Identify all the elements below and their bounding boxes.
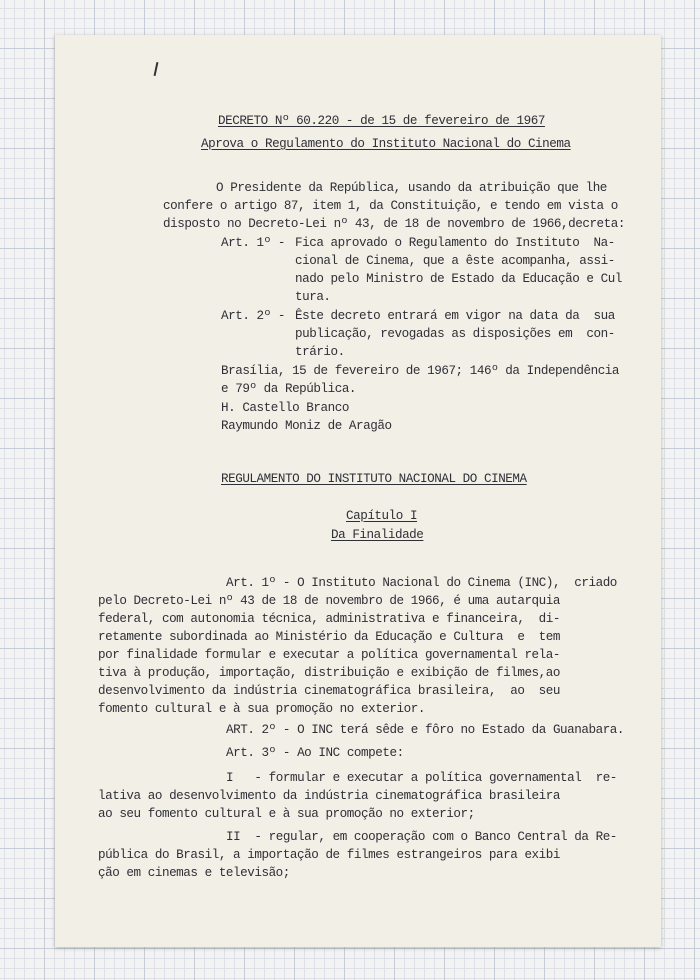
chapter-title: Capítulo I (346, 509, 418, 523)
item-i-line: ao seu fomento cultural e à sua promoção no exterior; (98, 807, 475, 821)
reg-article-2: ART. 2º - O INC terá sêde e fôro no Estado da Guanabara. (226, 723, 625, 737)
closing-line: Brasília, 15 de fevereiro de 1967; 146º da Independência (221, 364, 620, 378)
decree-article-line: nado pelo Ministro de Estado da Educação e Cul (295, 272, 622, 286)
item-ii-line: pública do Brasil, a importação de filmes estrangeiros para exibi (98, 848, 560, 862)
decree-article-line: trário. (295, 345, 345, 359)
reg-article-1-line: Art. 1º - O Instituto Nacional do Cinema (INC), criado (226, 576, 617, 590)
reg-article-1-line: desenvolvimento da indústria cinematográfica brasileira, ao seu (98, 684, 560, 698)
reg-article-1-line: pelo Decreto-Lei nº 43 de 18 de novembro de 1966, é uma autarquia (98, 594, 560, 608)
signature: H. Castello Branco (221, 401, 349, 415)
closing-line: e 79º da República. (221, 382, 357, 396)
pen-mark (154, 62, 159, 76)
reg-article-1-line: retamente subordinada ao Ministério da Educação e Cultura e tem (98, 630, 560, 644)
preamble-line: disposto no Decreto-Lei nº 43, de 18 de novembro de 1966,decreta: (163, 217, 625, 231)
decree-article-label: Art. 2º - (221, 309, 285, 323)
item-i-line: lativa ao desenvolvimento da indústria cinematográfica brasileira (98, 789, 560, 803)
document-page (55, 35, 661, 947)
reg-article-1-line: tiva à produção, importação, distribuição e exibição de filmes,ao (98, 666, 560, 680)
signature: Raymundo Moniz de Aragão (221, 419, 392, 433)
decree-article-line: Êste decreto entrará em vigor na data da sua (295, 309, 615, 323)
decree-article-line: tura. (295, 290, 331, 304)
chapter-subtitle: Da Finalidade (331, 528, 424, 542)
reg-article-3: Art. 3º - Ao INC compete: (226, 746, 404, 760)
decree-article-line: Fica aprovado o Regulamento do Instituto Na- (295, 236, 615, 250)
decree-subtitle: Aprova o Regulamento do Instituto Nacional do Cinema (201, 137, 571, 151)
reg-article-1-line: por finalidade formular e executar a política governamental rela- (98, 648, 560, 662)
decree-title: DECRETO Nº 60.220 - de 15 de fevereiro de 1967 (218, 114, 545, 128)
decree-article-line: publicação, revogadas as disposições em con- (295, 327, 615, 341)
decree-article-line: cional de Cinema, que a êste acompanha, assi- (295, 254, 615, 268)
item-i-line: I - formular e executar a política governamental re- (226, 771, 617, 785)
reg-article-1-line: fomento cultural e à sua promoção no exterior. (98, 702, 425, 716)
preamble-line: confere o artigo 87, item 1, da Constituição, e tendo em vista o (163, 199, 618, 213)
item-ii-line: II - regular, em cooperação com o Banco Central da Re- (226, 830, 617, 844)
item-ii-line: ção em cinemas e televisão; (98, 866, 290, 880)
regulation-title: REGULAMENTO DO INSTITUTO NACIONAL DO CINEMA (221, 472, 527, 486)
preamble-line: O Presidente da República, usando da atribuição que lhe (216, 181, 607, 195)
reg-article-1-line: federal, com autonomia técnica, administrativa e financeira, di- (98, 612, 560, 626)
decree-article-label: Art. 1º - (221, 236, 285, 250)
